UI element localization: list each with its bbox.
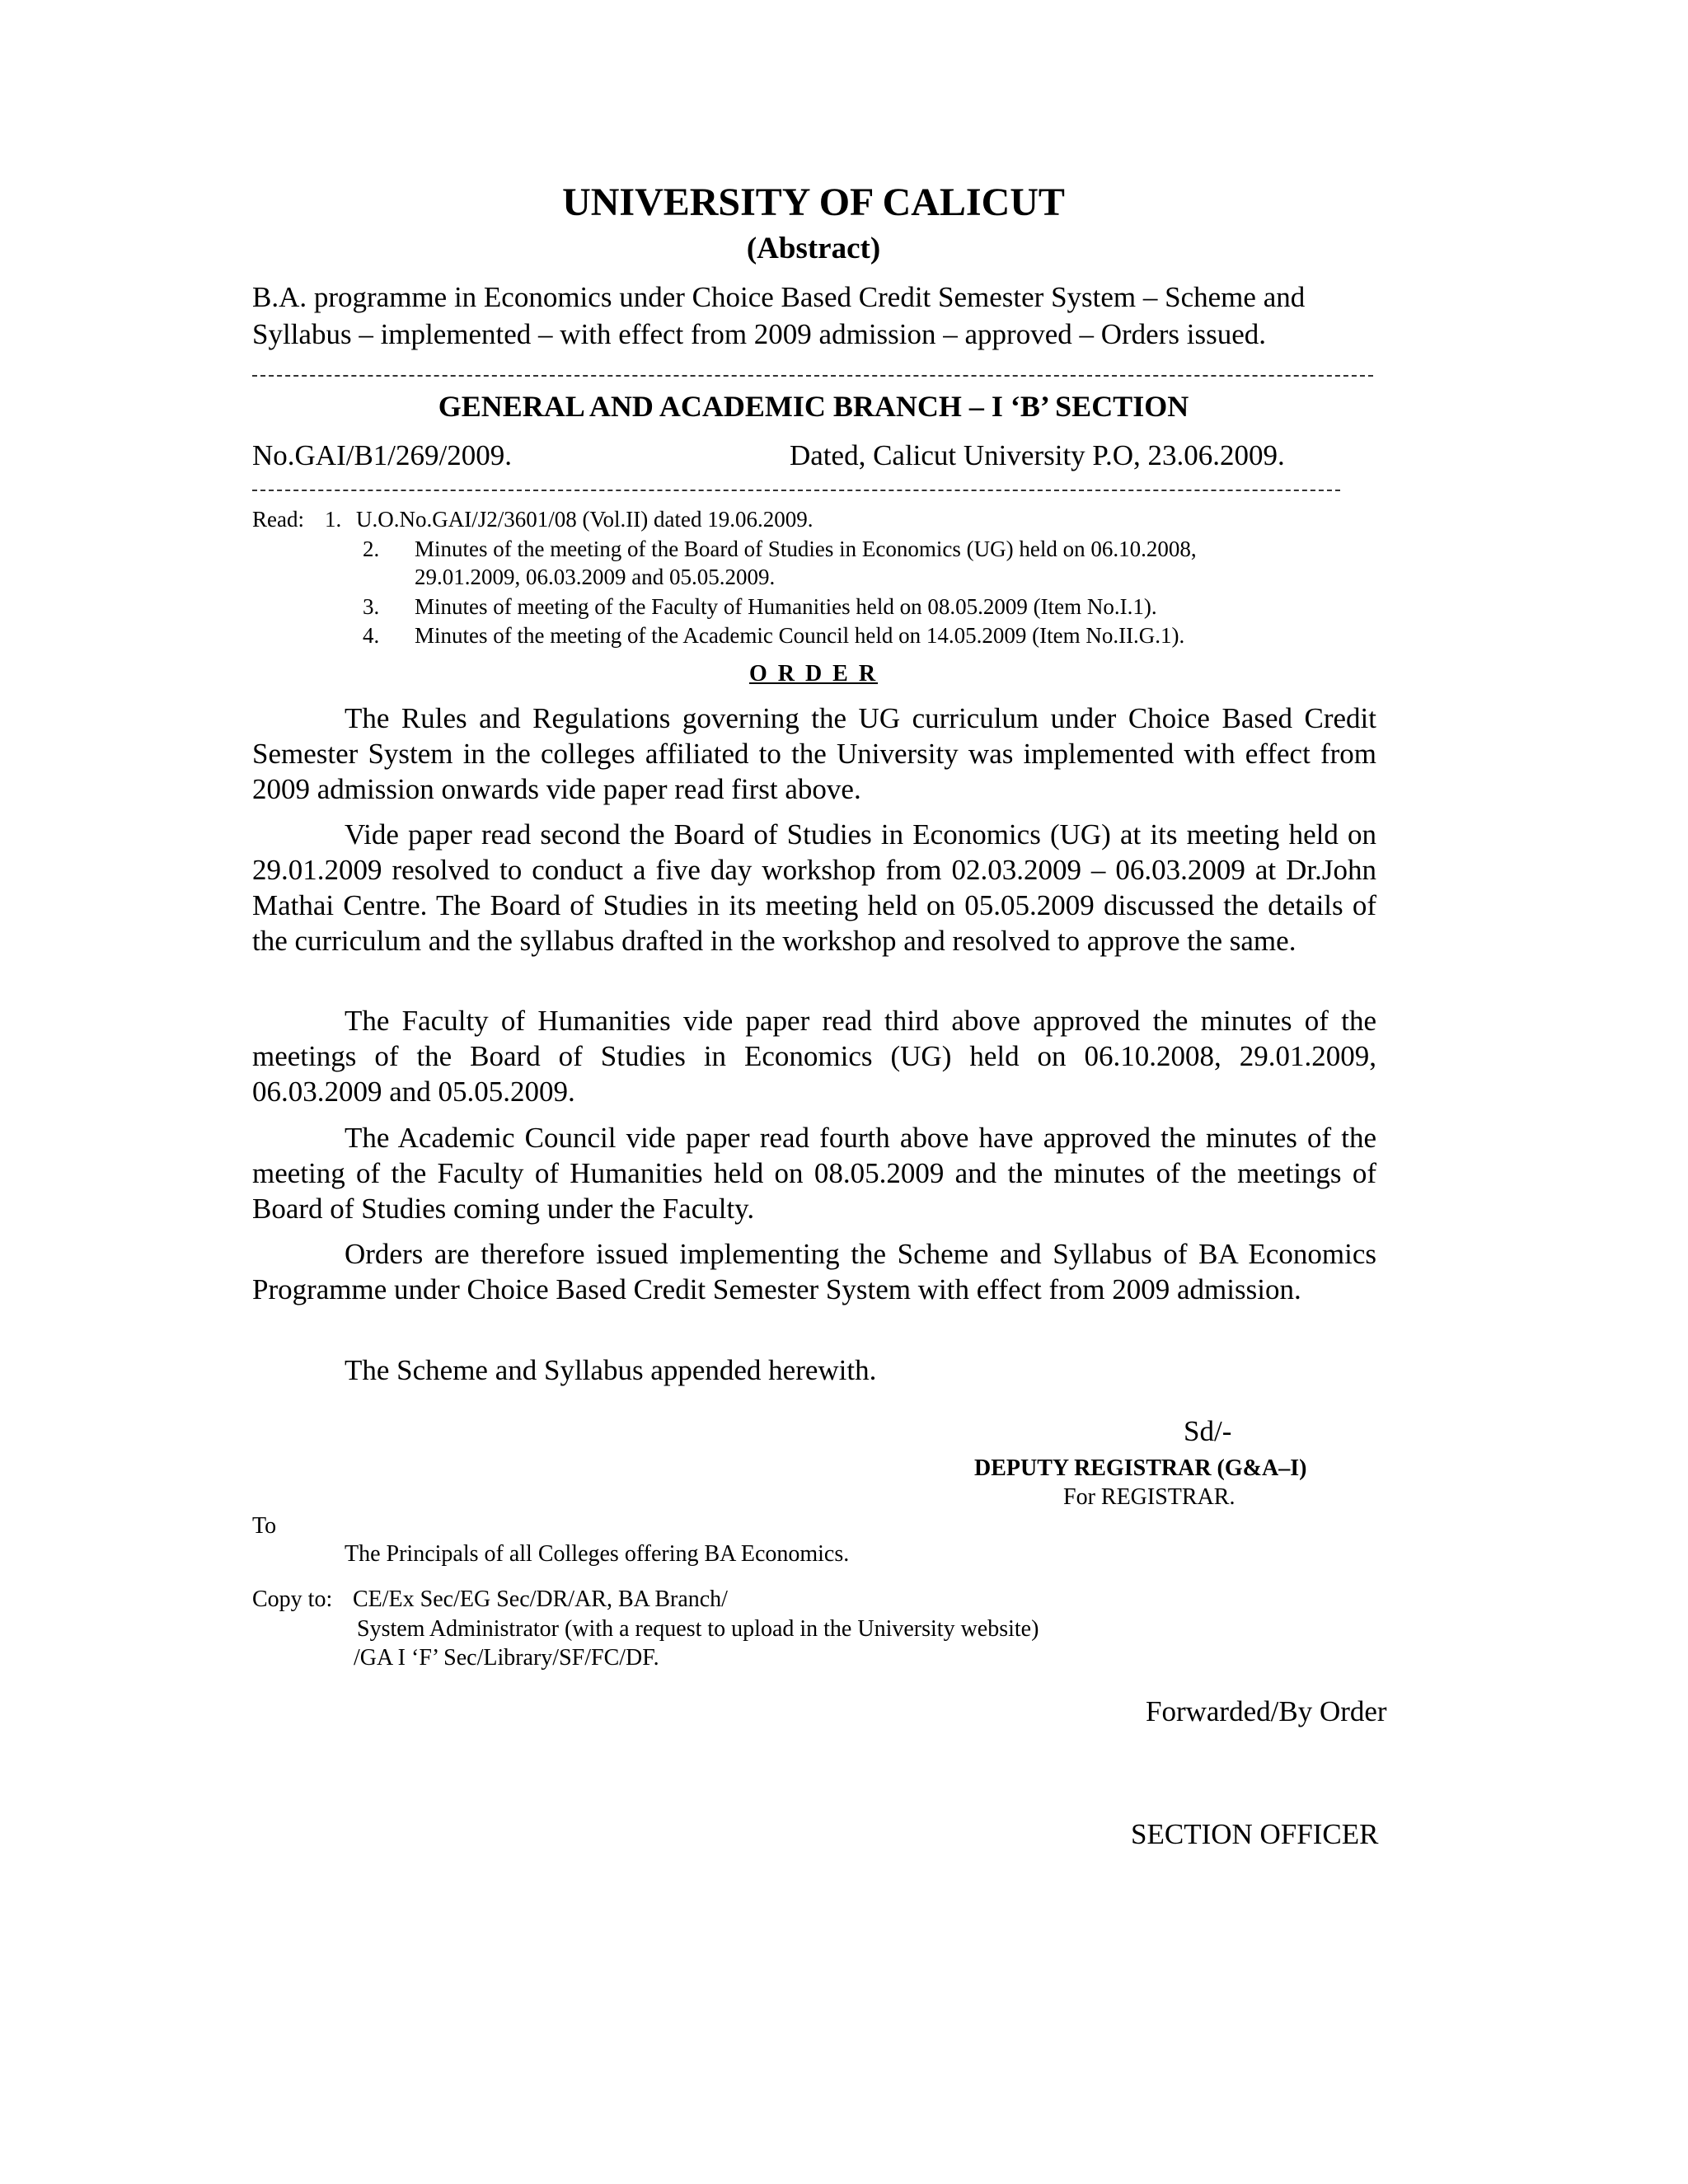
signatory-title: DEPUTY REGISTRAR (G&A–I) xyxy=(974,1455,1307,1481)
recipient: The Principals of all Colleges offering BA Economics. xyxy=(345,1541,850,1567)
read-item-number: 3. xyxy=(363,594,380,619)
order-date: Dated, Calicut University P.O, 23.06.2009. xyxy=(790,439,1285,471)
order-subject: B.A. programme in Economics under Choice Based Credit Semester System – Scheme and Syllabus – implemented – with effect from 2009 admission – approved – Orders issued. xyxy=(252,281,1306,350)
order-paragraph: Vide paper read second the Board of Studies in Economics (UG) at its meeting held on 29.01.2009 resolved to conduct a five day workshop from 02.03.2009 – 06.03.2009 at Dr.John Mathai Centre. The Board of Studies in its meeting held on 05.05.2009 discussed the details of the curriculum and the syllabus drafted in the workshop and resolved to approve the same. xyxy=(252,818,1376,957)
signature-sd: Sd/- xyxy=(1184,1415,1232,1447)
order-paragraph: Orders are therefore issued implementing the Scheme and Syllabus of BA Economics Programme under Choice Based Credit Semester System with effect from 2009 admission. xyxy=(252,1238,1376,1305)
to-label: To xyxy=(252,1513,277,1539)
read-item-text: Minutes of the meeting of the Academic Council held on 14.05.2009 (Item No.II.G.1). xyxy=(415,623,1185,648)
order-paragraph: The Academic Council vide paper read fourth above have approved the minutes of the meeting of the Faculty of Humanities held on 08.05.2009 and the minutes of the meetings of Board of Studies coming under the Faculty. xyxy=(252,1122,1376,1225)
order-paragraph: The Faculty of Humanities vide paper read third above approved the minutes of the meetings of the Board of Studies in Economics (UG) held on 06.10.2008, 29.01.2009, 06.03.2009 and 05.05.2009. xyxy=(252,1005,1376,1108)
section-officer: SECTION OFFICER xyxy=(1131,1818,1379,1850)
copy-to-line: /GA I ‘F’ Sec/Library/SF/FC/DF. xyxy=(354,1645,659,1671)
read-item-number: 2. xyxy=(363,537,380,561)
signatory-for: For REGISTRAR. xyxy=(1063,1484,1236,1510)
branch-heading: GENERAL AND ACADEMIC BRANCH – I ‘B’ SECTION xyxy=(438,390,1189,423)
forwarded-by-order: Forwarded/By Order xyxy=(1146,1695,1387,1727)
divider-bottom xyxy=(252,490,1340,491)
order-paragraph: The Scheme and Syllabus appended herewith. xyxy=(345,1354,877,1386)
read-item-number: 1. xyxy=(325,507,342,532)
read-item-text: U.O.No.GAI/J2/3601/08 (Vol.II) dated 19.06.2009. xyxy=(356,507,814,532)
read-item-text: Minutes of meeting of the Faculty of Humanities held on 08.05.2009 (Item No.I.1). xyxy=(415,594,1157,619)
order-heading: O R D E R xyxy=(748,661,879,687)
university-title: UNIVERSITY OF CALICUT xyxy=(562,180,1065,224)
read-item-text: Minutes of the meeting of the Board of Studies in Economics (UG) held on 06.10.2008, xyxy=(415,537,1197,561)
copy-to-label: Copy to: xyxy=(252,1586,333,1612)
read-label: Read: xyxy=(252,507,304,532)
read-item-text: 29.01.2009, 06.03.2009 and 05.05.2009. xyxy=(415,565,776,589)
reference-number: No.GAI/B1/269/2009. xyxy=(252,439,512,471)
order-paragraph: The Rules and Regulations governing the UG curriculum under Choice Based Credit Semester System in the colleges affiliated to the University was implemented with effect from 2009 admission onwards vide paper read first above. xyxy=(252,702,1376,805)
copy-to-line: System Administrator (with a request to upload in the University website) xyxy=(357,1616,1039,1642)
divider-top xyxy=(252,375,1373,377)
copy-to-line: CE/Ex Sec/EG Sec/DR/AR, BA Branch/ xyxy=(353,1586,728,1612)
abstract-subtitle: (Abstract) xyxy=(746,232,881,265)
read-item-number: 4. xyxy=(363,623,380,648)
